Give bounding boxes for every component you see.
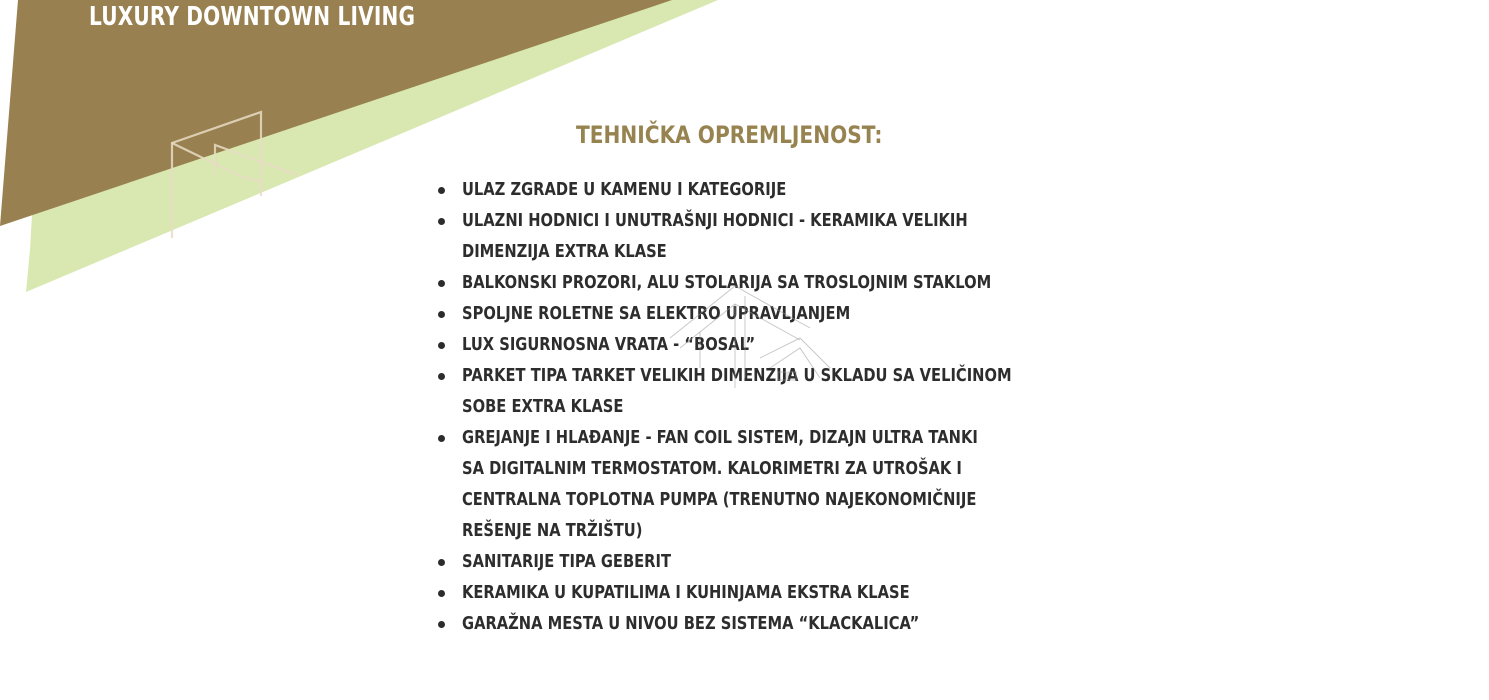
spec-line: SANITARIJE TIPA GEBERIT [462,552,672,572]
spec-item [434,578,1116,609]
spec-line: LUX SIGURNOSNA VRATA - “BOSAL” [462,335,756,355]
bullet-icon [438,435,445,442]
spec-line: SOBE EXTRA KLASE [462,397,624,417]
section-title: TEHNIČKA OPREMLJENOST: [576,121,883,149]
bullet-icon [438,187,445,194]
spec-item [434,268,1116,299]
spec-line: ULAZ ZGRADE U KAMENU I KATEGORIJE [462,180,787,200]
bullet-icon [438,218,445,225]
bullet-icon [438,311,445,318]
bullet-icon [438,621,445,628]
banner-title: LUXURY DOWNTOWN LIVING [89,2,416,32]
spec-line: PARKET TIPA TARKET VELIKIH DIMENZIJA U SKLADU SA VELIČINOM [462,366,1012,386]
spec-line: KERAMIKA U KUPATILIMA I KUHINJAMA EKSTRA KLASE [462,583,910,603]
spec-line: CENTRALNA TOPLOTNA PUMPA (TRENUTNO NAJEKONOMIČNIJE [462,490,977,510]
spec-item [434,330,1116,361]
spec-line: SA DIGITALNIM TERMOSTATOM. KALORIMETRI ZA UTROŠAK I [462,459,962,479]
spec-line: BALKONSKI PROZORI, ALU STOLARIJA SA TROSLOJNIM STAKLOM [462,273,992,293]
spec-item [434,547,1116,578]
spec-list [434,175,1116,640]
bullet-icon [438,342,445,349]
spec-line: REŠENJE NA TRŽIŠTU) [462,521,643,541]
bullet-icon [438,590,445,597]
spec-line: DIMENZIJA EXTRA KLASE [462,242,667,262]
spec-line: GREJANJE I HLAĐANJE - FAN COIL SISTEM, DIZAJN ULTRA TANKI [462,428,978,448]
spec-item [434,299,1116,330]
spec-item [434,361,1116,423]
spec-line: SPOLJNE ROLETNE SA ELEKTRO UPRAVLJANJEM [462,304,851,324]
spec-item [434,609,1116,640]
spec-item [434,175,1116,206]
spec-line: GARAŽNA MESTA U NIVOU BEZ SISTEMA “KLACKALICA” [462,614,920,634]
bullet-icon [438,559,445,566]
spec-item [434,206,1116,268]
spec-item [434,423,1116,547]
bullet-icon [438,373,445,380]
spec-line: ULAZNI HODNICI I UNUTRAŠNJI HODNICI - KERAMIKA VELIKIH [462,211,968,231]
bullet-icon [438,280,445,287]
